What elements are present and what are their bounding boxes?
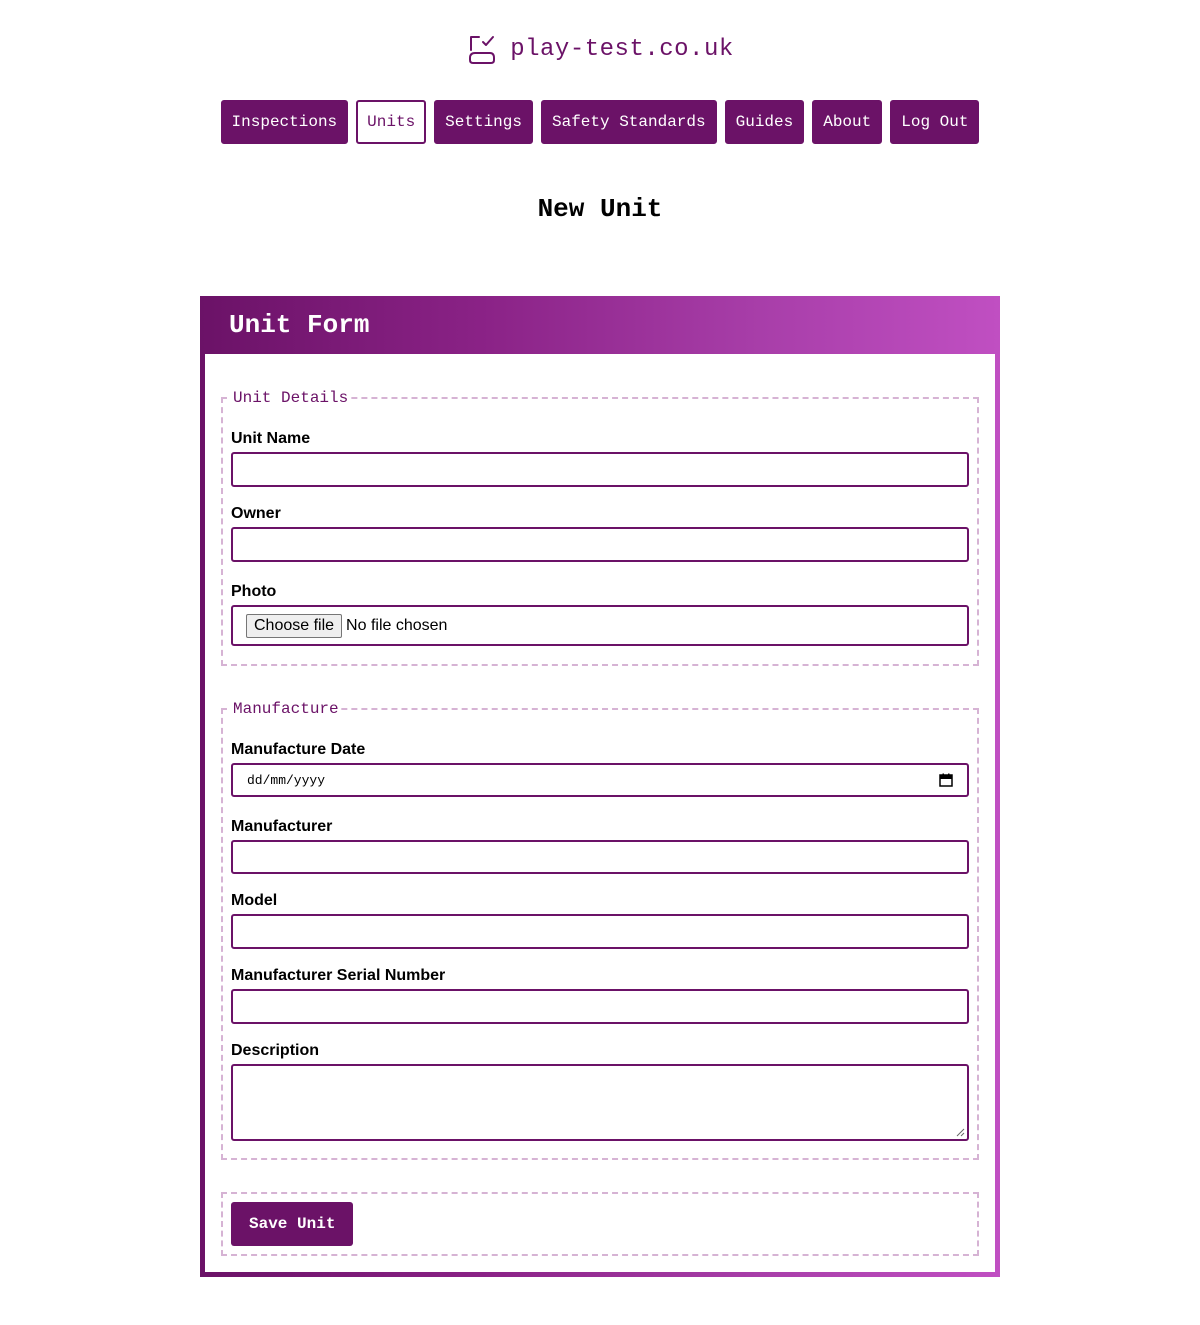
- serial-number-input[interactable]: [231, 989, 969, 1024]
- form-actions: [221, 1192, 979, 1256]
- nav-log-out[interactable]: Log Out: [890, 100, 979, 144]
- model-field: [231, 891, 969, 949]
- unit-name-field: [231, 429, 969, 487]
- serial-number-label: Manufacturer Serial Number: [231, 967, 446, 984]
- unit-name-input[interactable]: [231, 452, 969, 487]
- calendar-icon[interactable]: [939, 773, 953, 787]
- manufacture-date-input[interactable]: [231, 763, 969, 797]
- save-unit-button[interactable]: Save Unit: [231, 1202, 353, 1246]
- model-input[interactable]: [231, 914, 969, 949]
- nav-settings[interactable]: Settings: [434, 100, 533, 144]
- manufacture-date-label: Manufacture Date: [231, 741, 366, 758]
- nav-about[interactable]: About: [812, 100, 882, 144]
- model-label: Model: [231, 892, 278, 909]
- unit-name-label: Unit Name: [231, 430, 311, 447]
- date-placeholder: dd/mm/yyyy: [247, 772, 326, 788]
- form-body: [205, 354, 995, 1272]
- form-header: [205, 296, 995, 354]
- clipboard-check-icon: [466, 33, 498, 65]
- manufacture-fieldset: [221, 700, 979, 1160]
- site-brand[interactable]: [0, 31, 1200, 67]
- nav-safety-standards[interactable]: Safety Standards: [541, 100, 717, 144]
- nav-units[interactable]: Units: [356, 100, 426, 144]
- manufacture-legend: Manufacture: [233, 700, 339, 718]
- main-nav: [0, 100, 1200, 144]
- file-status: No file chosen: [346, 616, 448, 634]
- nav-guides[interactable]: Guides: [725, 100, 805, 144]
- choose-file-button[interactable]: Choose file: [246, 614, 342, 638]
- nav-inspections[interactable]: Inspections: [221, 100, 349, 144]
- manufacturer-input[interactable]: [231, 840, 969, 874]
- description-label: Description: [231, 1042, 320, 1059]
- manufacturer-field: [231, 817, 969, 874]
- serial-number-field: [231, 966, 969, 1024]
- owner-input[interactable]: [231, 527, 969, 562]
- description-textarea[interactable]: [231, 1064, 969, 1141]
- description-field: [231, 1041, 969, 1141]
- unit-form-card: [200, 296, 1000, 1277]
- photo-file-input[interactable]: [231, 605, 969, 646]
- owner-field: [231, 504, 969, 562]
- site-name: play-test.co.uk: [510, 35, 734, 63]
- form-title: Unit Form: [229, 310, 370, 340]
- photo-field: [231, 582, 969, 646]
- manufacture-date-field: [231, 740, 969, 797]
- unit-details-fieldset: [221, 389, 979, 666]
- owner-label: Owner: [231, 505, 281, 522]
- manufacturer-label: Manufacturer: [231, 818, 333, 835]
- resize-handle-icon[interactable]: [956, 1128, 965, 1137]
- photo-label: Photo: [231, 583, 277, 600]
- page-title: New Unit: [537, 194, 663, 224]
- unit-details-legend: Unit Details: [233, 389, 349, 407]
